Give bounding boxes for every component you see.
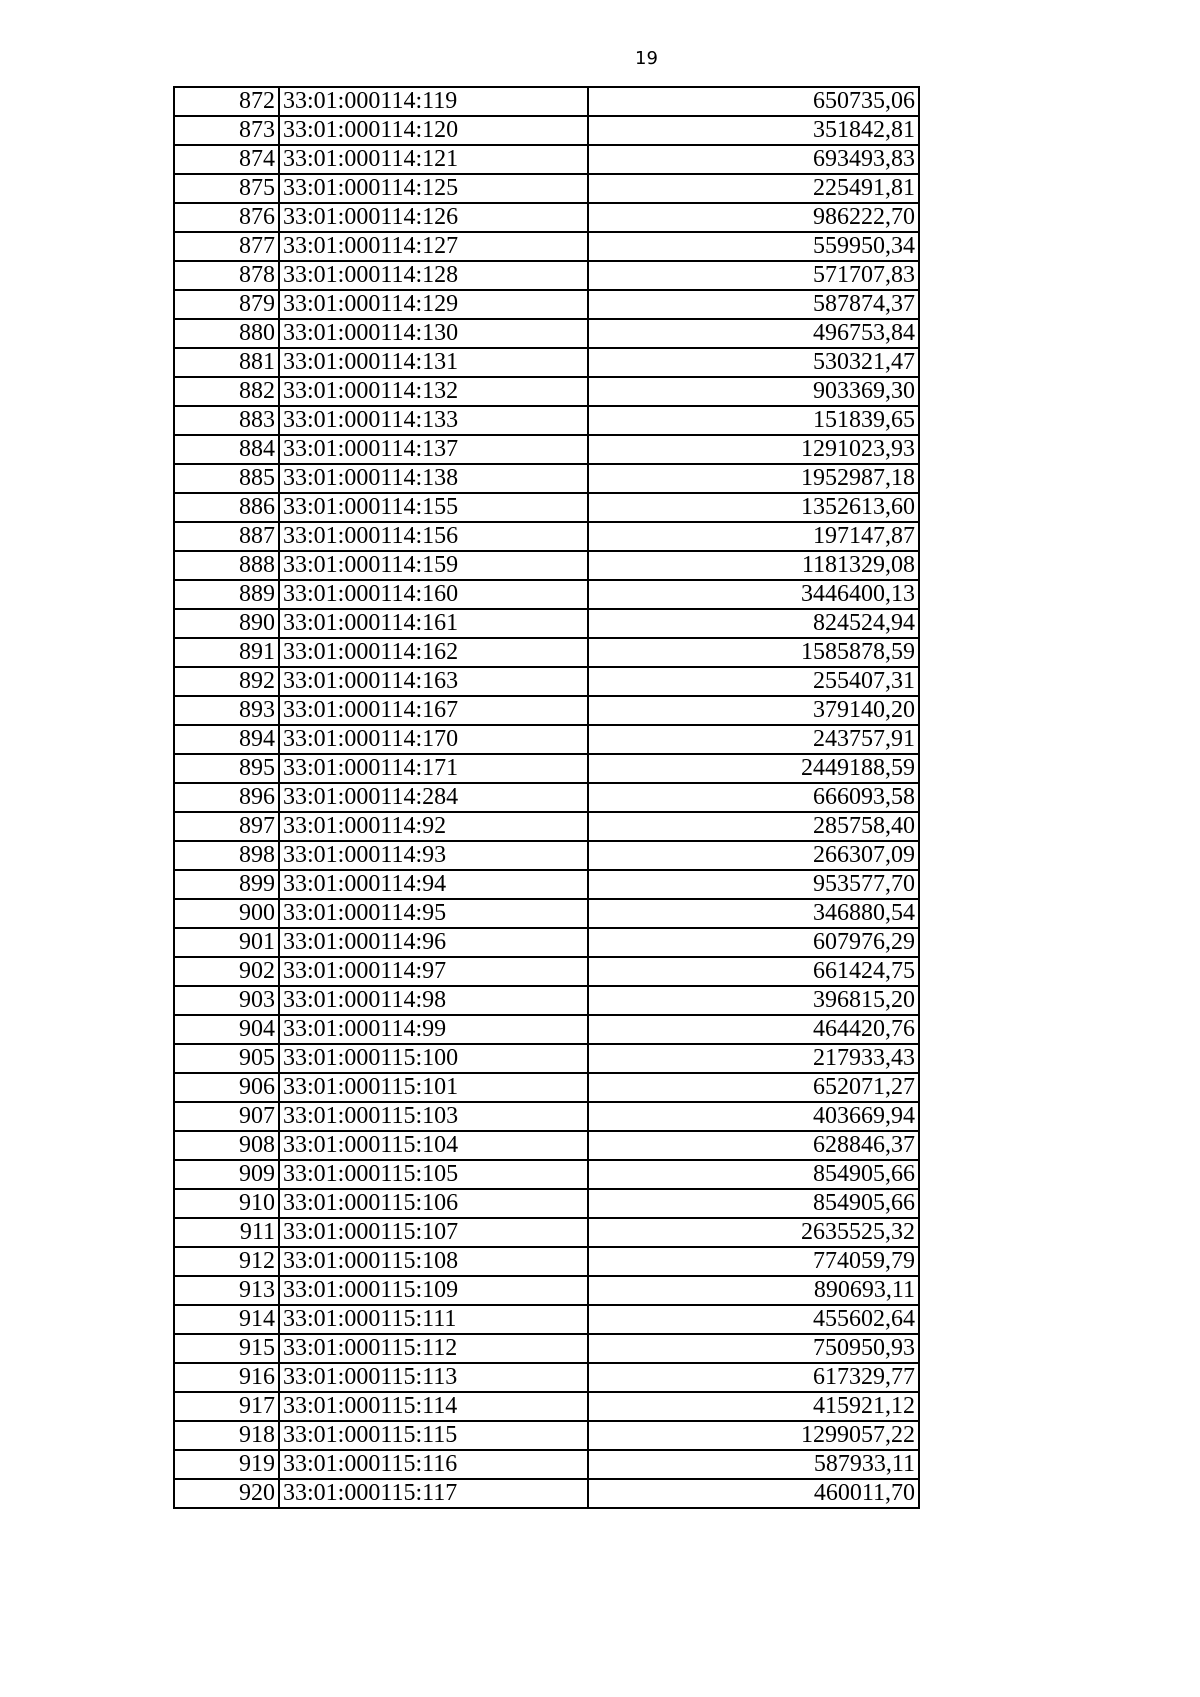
cadastral-value-cell: 986222,70 [588,203,919,232]
cadastral-number-cell: 33:01:000114:98 [279,986,588,1015]
cadastral-value-cell: 396815,20 [588,986,919,1015]
cadastral-number-cell: 33:01:000114:125 [279,174,588,203]
cadastral-number-cell: 33:01:000115:105 [279,1160,588,1189]
table-row [174,841,919,870]
table-row [174,261,919,290]
table-row [174,1160,919,1189]
cadastral-value-cell: 559950,34 [588,232,919,261]
row-number-cell: 910 [174,1189,279,1218]
cadastral-value-cell: 496753,84 [588,319,919,348]
cadastral-number-cell: 33:01:000114:132 [279,377,588,406]
cadastral-value-cell: 3446400,13 [588,580,919,609]
table-row [174,957,919,986]
cadastral-number-cell: 33:01:000114:99 [279,1015,588,1044]
table-row [174,1421,919,1450]
table-row [174,928,919,957]
table-row [174,145,919,174]
cadastral-number-cell: 33:01:000114:128 [279,261,588,290]
cadastral-value-cell: 661424,75 [588,957,919,986]
cadastral-number-cell: 33:01:000115:112 [279,1334,588,1363]
table-row [174,812,919,841]
table-row [174,232,919,261]
cadastral-value-cell: 1299057,22 [588,1421,919,1450]
cadastral-number-cell: 33:01:000114:96 [279,928,588,957]
row-number-cell: 879 [174,290,279,319]
row-number-cell: 920 [174,1479,279,1508]
cadastral-value-cell: 217933,43 [588,1044,919,1073]
cadastral-number-cell: 33:01:000115:115 [279,1421,588,1450]
table-row [174,1276,919,1305]
cadastral-number-cell: 33:01:000114:160 [279,580,588,609]
table-row [174,1044,919,1073]
cadastral-number-cell: 33:01:000115:108 [279,1247,588,1276]
row-number-cell: 901 [174,928,279,957]
row-number-cell: 892 [174,667,279,696]
cadastral-number-cell: 33:01:000114:126 [279,203,588,232]
cadastral-number-cell: 33:01:000114:130 [279,319,588,348]
row-number-cell: 911 [174,1218,279,1247]
table-row [174,1334,919,1363]
cadastral-value-cell: 890693,11 [588,1276,919,1305]
row-number-cell: 909 [174,1160,279,1189]
cadastral-number-cell: 33:01:000114:171 [279,754,588,783]
cadastral-value-cell: 587874,37 [588,290,919,319]
table-row [174,1102,919,1131]
cadastral-number-cell: 33:01:000114:163 [279,667,588,696]
cadastral-value-cell: 854905,66 [588,1189,919,1218]
row-number-cell: 887 [174,522,279,551]
cadastral-value-cell: 903369,30 [588,377,919,406]
row-number-cell: 890 [174,609,279,638]
row-number-cell: 881 [174,348,279,377]
table-row [174,1450,919,1479]
table-row [174,290,919,319]
cadastral-value-cell: 774059,79 [588,1247,919,1276]
cadastral-value-cell: 1952987,18 [588,464,919,493]
cadastral-number-cell: 33:01:000115:117 [279,1479,588,1508]
row-number-cell: 888 [174,551,279,580]
cadastral-value-cell: 587933,11 [588,1450,919,1479]
cadastral-value-cell: 1291023,93 [588,435,919,464]
cadastral-value-cell: 403669,94 [588,1102,919,1131]
table-row [174,1392,919,1421]
cadastral-value-cell: 225491,81 [588,174,919,203]
cadastral-number-cell: 33:01:000114:93 [279,841,588,870]
table-row [174,377,919,406]
row-number-cell: 907 [174,1102,279,1131]
row-number-cell: 889 [174,580,279,609]
cadastral-number-cell: 33:01:000114:167 [279,696,588,725]
table-row [174,203,919,232]
table-row [174,1015,919,1044]
cadastral-value-cell: 243757,91 [588,725,919,754]
table-row [174,1073,919,1102]
cadastral-value-cell: 666093,58 [588,783,919,812]
table-row [174,638,919,667]
cadastral-value-cell: 628846,37 [588,1131,919,1160]
table-row [174,1305,919,1334]
row-number-cell: 894 [174,725,279,754]
table-row [174,1363,919,1392]
row-number-cell: 882 [174,377,279,406]
table-row [174,1189,919,1218]
cadastral-number-cell: 33:01:000115:101 [279,1073,588,1102]
row-number-cell: 874 [174,145,279,174]
cadastral-value-cell: 1585878,59 [588,638,919,667]
cadastral-number-cell: 33:01:000115:106 [279,1189,588,1218]
table-row [174,116,919,145]
row-number-cell: 919 [174,1450,279,1479]
cadastral-value-cell: 285758,40 [588,812,919,841]
table-row [174,551,919,580]
row-number-cell: 884 [174,435,279,464]
cadastral-number-cell: 33:01:000114:131 [279,348,588,377]
table-row [174,87,919,116]
cadastral-number-cell: 33:01:000114:119 [279,87,588,116]
cadastral-number-cell: 33:01:000115:116 [279,1450,588,1479]
cadastral-value-cell: 151839,65 [588,406,919,435]
row-number-cell: 880 [174,319,279,348]
cadastral-number-cell: 33:01:000115:107 [279,1218,588,1247]
table-row [174,899,919,928]
cadastral-value-cell: 346880,54 [588,899,919,928]
table-row [174,1247,919,1276]
row-number-cell: 903 [174,986,279,1015]
row-number-cell: 913 [174,1276,279,1305]
table-row [174,725,919,754]
cadastral-number-cell: 33:01:000114:170 [279,725,588,754]
cadastral-value-cell: 455602,64 [588,1305,919,1334]
cadastral-value-cell: 650735,06 [588,87,919,116]
row-number-cell: 872 [174,87,279,116]
cadastral-value-cell: 1352613,60 [588,493,919,522]
cadastral-number-cell: 33:01:000114:159 [279,551,588,580]
table-row [174,754,919,783]
table-row [174,348,919,377]
cadastral-number-cell: 33:01:000114:284 [279,783,588,812]
table-row [174,1479,919,1508]
row-number-cell: 914 [174,1305,279,1334]
row-number-cell: 896 [174,783,279,812]
row-number-cell: 878 [174,261,279,290]
row-number-cell: 918 [174,1421,279,1450]
cadastral-value-cell: 824524,94 [588,609,919,638]
table-body [174,87,919,1508]
row-number-cell: 875 [174,174,279,203]
table-row [174,1131,919,1160]
cadastral-number-cell: 33:01:000114:155 [279,493,588,522]
cadastral-number-cell: 33:01:000115:104 [279,1131,588,1160]
cadastral-value-cell: 750950,93 [588,1334,919,1363]
page-number: 19 [635,48,658,69]
cadastral-number-cell: 33:01:000114:121 [279,145,588,174]
row-number-cell: 908 [174,1131,279,1160]
cadastral-value-cell: 351842,81 [588,116,919,145]
row-number-cell: 900 [174,899,279,928]
cadastral-value-cell: 255407,31 [588,667,919,696]
table-row [174,435,919,464]
table-row [174,493,919,522]
cadastral-number-cell: 33:01:000115:100 [279,1044,588,1073]
table-row [174,609,919,638]
cadastral-value-cell: 2635525,32 [588,1218,919,1247]
table-row [174,580,919,609]
row-number-cell: 902 [174,957,279,986]
row-number-cell: 883 [174,406,279,435]
row-number-cell: 886 [174,493,279,522]
cadastral-number-cell: 33:01:000114:161 [279,609,588,638]
table-row [174,522,919,551]
cadastral-value-cell: 571707,83 [588,261,919,290]
row-number-cell: 915 [174,1334,279,1363]
cadastral-value-cell: 953577,70 [588,870,919,899]
cadastral-number-cell: 33:01:000115:113 [279,1363,588,1392]
cadastral-number-cell: 33:01:000114:129 [279,290,588,319]
row-number-cell: 893 [174,696,279,725]
cadastral-number-cell: 33:01:000114:120 [279,116,588,145]
table-row [174,667,919,696]
row-number-cell: 916 [174,1363,279,1392]
cadastral-value-cell: 2449188,59 [588,754,919,783]
row-number-cell: 898 [174,841,279,870]
table-row [174,464,919,493]
row-number-cell: 904 [174,1015,279,1044]
row-number-cell: 885 [174,464,279,493]
row-number-cell: 906 [174,1073,279,1102]
table-row [174,783,919,812]
row-number-cell: 895 [174,754,279,783]
table-row [174,406,919,435]
table-row [174,986,919,1015]
cadastral-number-cell: 33:01:000115:103 [279,1102,588,1131]
row-number-cell: 899 [174,870,279,899]
cadastral-value-cell: 693493,83 [588,145,919,174]
row-number-cell: 905 [174,1044,279,1073]
cadastral-number-cell: 33:01:000115:111 [279,1305,588,1334]
cadastral-value-cell: 617329,77 [588,1363,919,1392]
cadastral-value-cell: 415921,12 [588,1392,919,1421]
cadastral-value-cell: 854905,66 [588,1160,919,1189]
cadastral-value-cell: 530321,47 [588,348,919,377]
table-row [174,1218,919,1247]
cadastral-number-cell: 33:01:000114:162 [279,638,588,667]
cadastral-number-cell: 33:01:000114:137 [279,435,588,464]
cadastral-number-cell: 33:01:000114:97 [279,957,588,986]
cadastral-value-cell: 379140,20 [588,696,919,725]
cadastral-number-cell: 33:01:000114:94 [279,870,588,899]
cadastral-number-cell: 33:01:000114:95 [279,899,588,928]
cadastral-number-cell: 33:01:000115:114 [279,1392,588,1421]
cadastral-value-cell: 197147,87 [588,522,919,551]
cadastral-number-cell: 33:01:000114:156 [279,522,588,551]
cadastral-number-cell: 33:01:000114:133 [279,406,588,435]
row-number-cell: 897 [174,812,279,841]
row-number-cell: 917 [174,1392,279,1421]
table-row [174,870,919,899]
row-number-cell: 891 [174,638,279,667]
cadastral-value-table [173,86,920,1509]
row-number-cell: 877 [174,232,279,261]
cadastral-number-cell: 33:01:000115:109 [279,1276,588,1305]
cadastral-number-cell: 33:01:000114:138 [279,464,588,493]
table-row [174,319,919,348]
cadastral-value-cell: 464420,76 [588,1015,919,1044]
row-number-cell: 873 [174,116,279,145]
cadastral-number-cell: 33:01:000114:127 [279,232,588,261]
cadastral-value-cell: 652071,27 [588,1073,919,1102]
cadastral-value-cell: 1181329,08 [588,551,919,580]
row-number-cell: 876 [174,203,279,232]
cadastral-number-cell: 33:01:000114:92 [279,812,588,841]
row-number-cell: 912 [174,1247,279,1276]
cadastral-value-cell: 266307,09 [588,841,919,870]
cadastral-value-cell: 460011,70 [588,1479,919,1508]
cadastral-value-cell: 607976,29 [588,928,919,957]
table-row [174,696,919,725]
table-row [174,174,919,203]
